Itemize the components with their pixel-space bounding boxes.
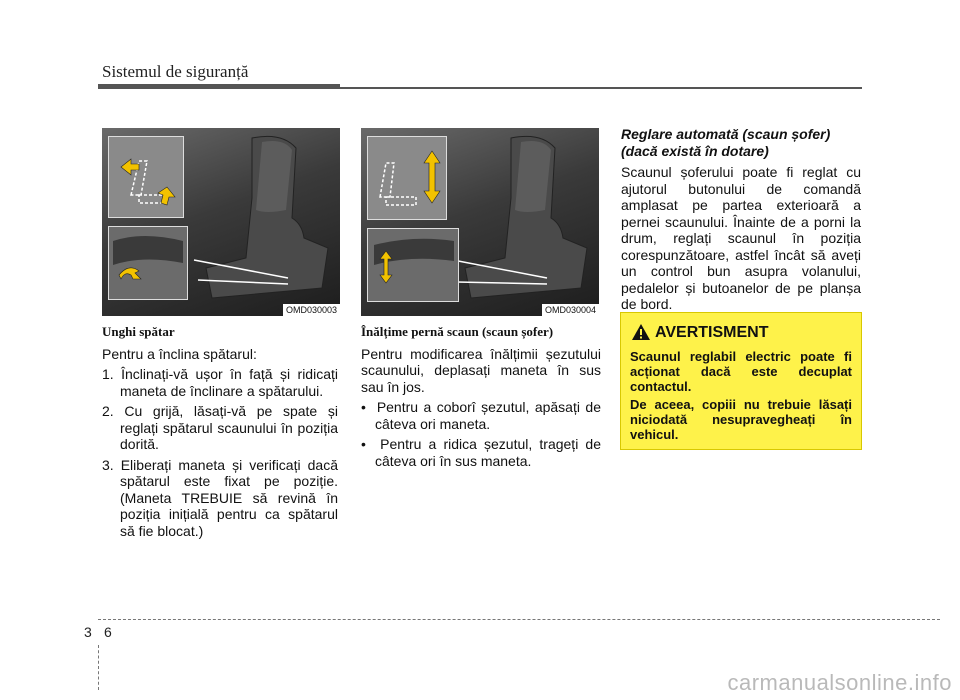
section-heading: Unghi spătar (102, 324, 175, 339)
section-heading: Înălțime pernă scaun (scaun șofer) (361, 324, 554, 339)
warning-title: AVERTISMENT (655, 324, 769, 341)
seatback-recline-icon (108, 136, 184, 218)
header-title: Sistemul de siguranță (102, 62, 249, 81)
seat-height-icon (367, 136, 447, 220)
column-1 (102, 324, 338, 539)
column-2 (361, 324, 601, 469)
header-rule-thin (340, 87, 862, 89)
seat-height-photo (361, 128, 599, 316)
warning-box (620, 312, 862, 450)
header-rule (98, 84, 340, 89)
list-item: • Pentru a coborî șezutul, apăsați de câteva ori maneta. (361, 399, 601, 432)
page-number: 6 (104, 624, 112, 640)
section-heading: Reglare automată (scaun șofer) (621, 126, 831, 142)
chapter-number: 3 (84, 624, 92, 640)
paragraph: Pentru modificarea înălțimii șezutului scaunului, deplasați maneta în sus sau în jos. (361, 345, 601, 395)
watermark: carmanualsonline.info (727, 670, 952, 695)
warning-text: Scaunul reglabil electric poate fi acționat dacă este decuplat contactul. (630, 349, 852, 394)
paragraph: Scaunul șoferului poate fi reglat cu ajutorul butonului de comandă amplasat pe partea exterioară a pernei scaunului. Înainte de a porni la drum, reglați scaunul în poziția corespunzătoare, astfel încât să aveți un control bun asupra volanului, pedalelor și butoanelor de pe planșa de bord. (621, 164, 861, 312)
paragraph: Pentru a înclina spătarul: (102, 345, 257, 362)
footer-rule (98, 619, 940, 620)
list-item: 3. Eliberați maneta și verificați dacă spătarul este fixat pe poziție. (Maneta TREBUIE să revină în poziția inițială pentru ca spătarul să fie blocat.) (102, 456, 338, 539)
photo-code: OMD030004 (542, 304, 599, 316)
warning-text: De aceea, copiii nu trebuie lăsați niciodată nesupravegheați în vehicul. (630, 397, 852, 442)
list-item: 2. Cu grijă, lăsați-vă pe spate și reglați spătarul scaunului în poziția dorită. (102, 403, 338, 452)
photo-code: OMD030003 (283, 304, 340, 316)
section-subheading: (dacă există în dotare) (621, 142, 769, 159)
list-item: 1. Înclinați-vă ușor în față și ridicați maneta de înclinare a spătarului. (102, 366, 338, 399)
seatback-photo (102, 128, 340, 316)
lever-detail (108, 226, 188, 300)
footer-divider (98, 645, 99, 690)
column-3 (621, 126, 861, 313)
warning-icon (631, 323, 651, 341)
list-item: • Pentru a ridica șezutul, trageți de câteva ori în sus maneta. (361, 436, 601, 469)
lever-detail (367, 228, 459, 302)
